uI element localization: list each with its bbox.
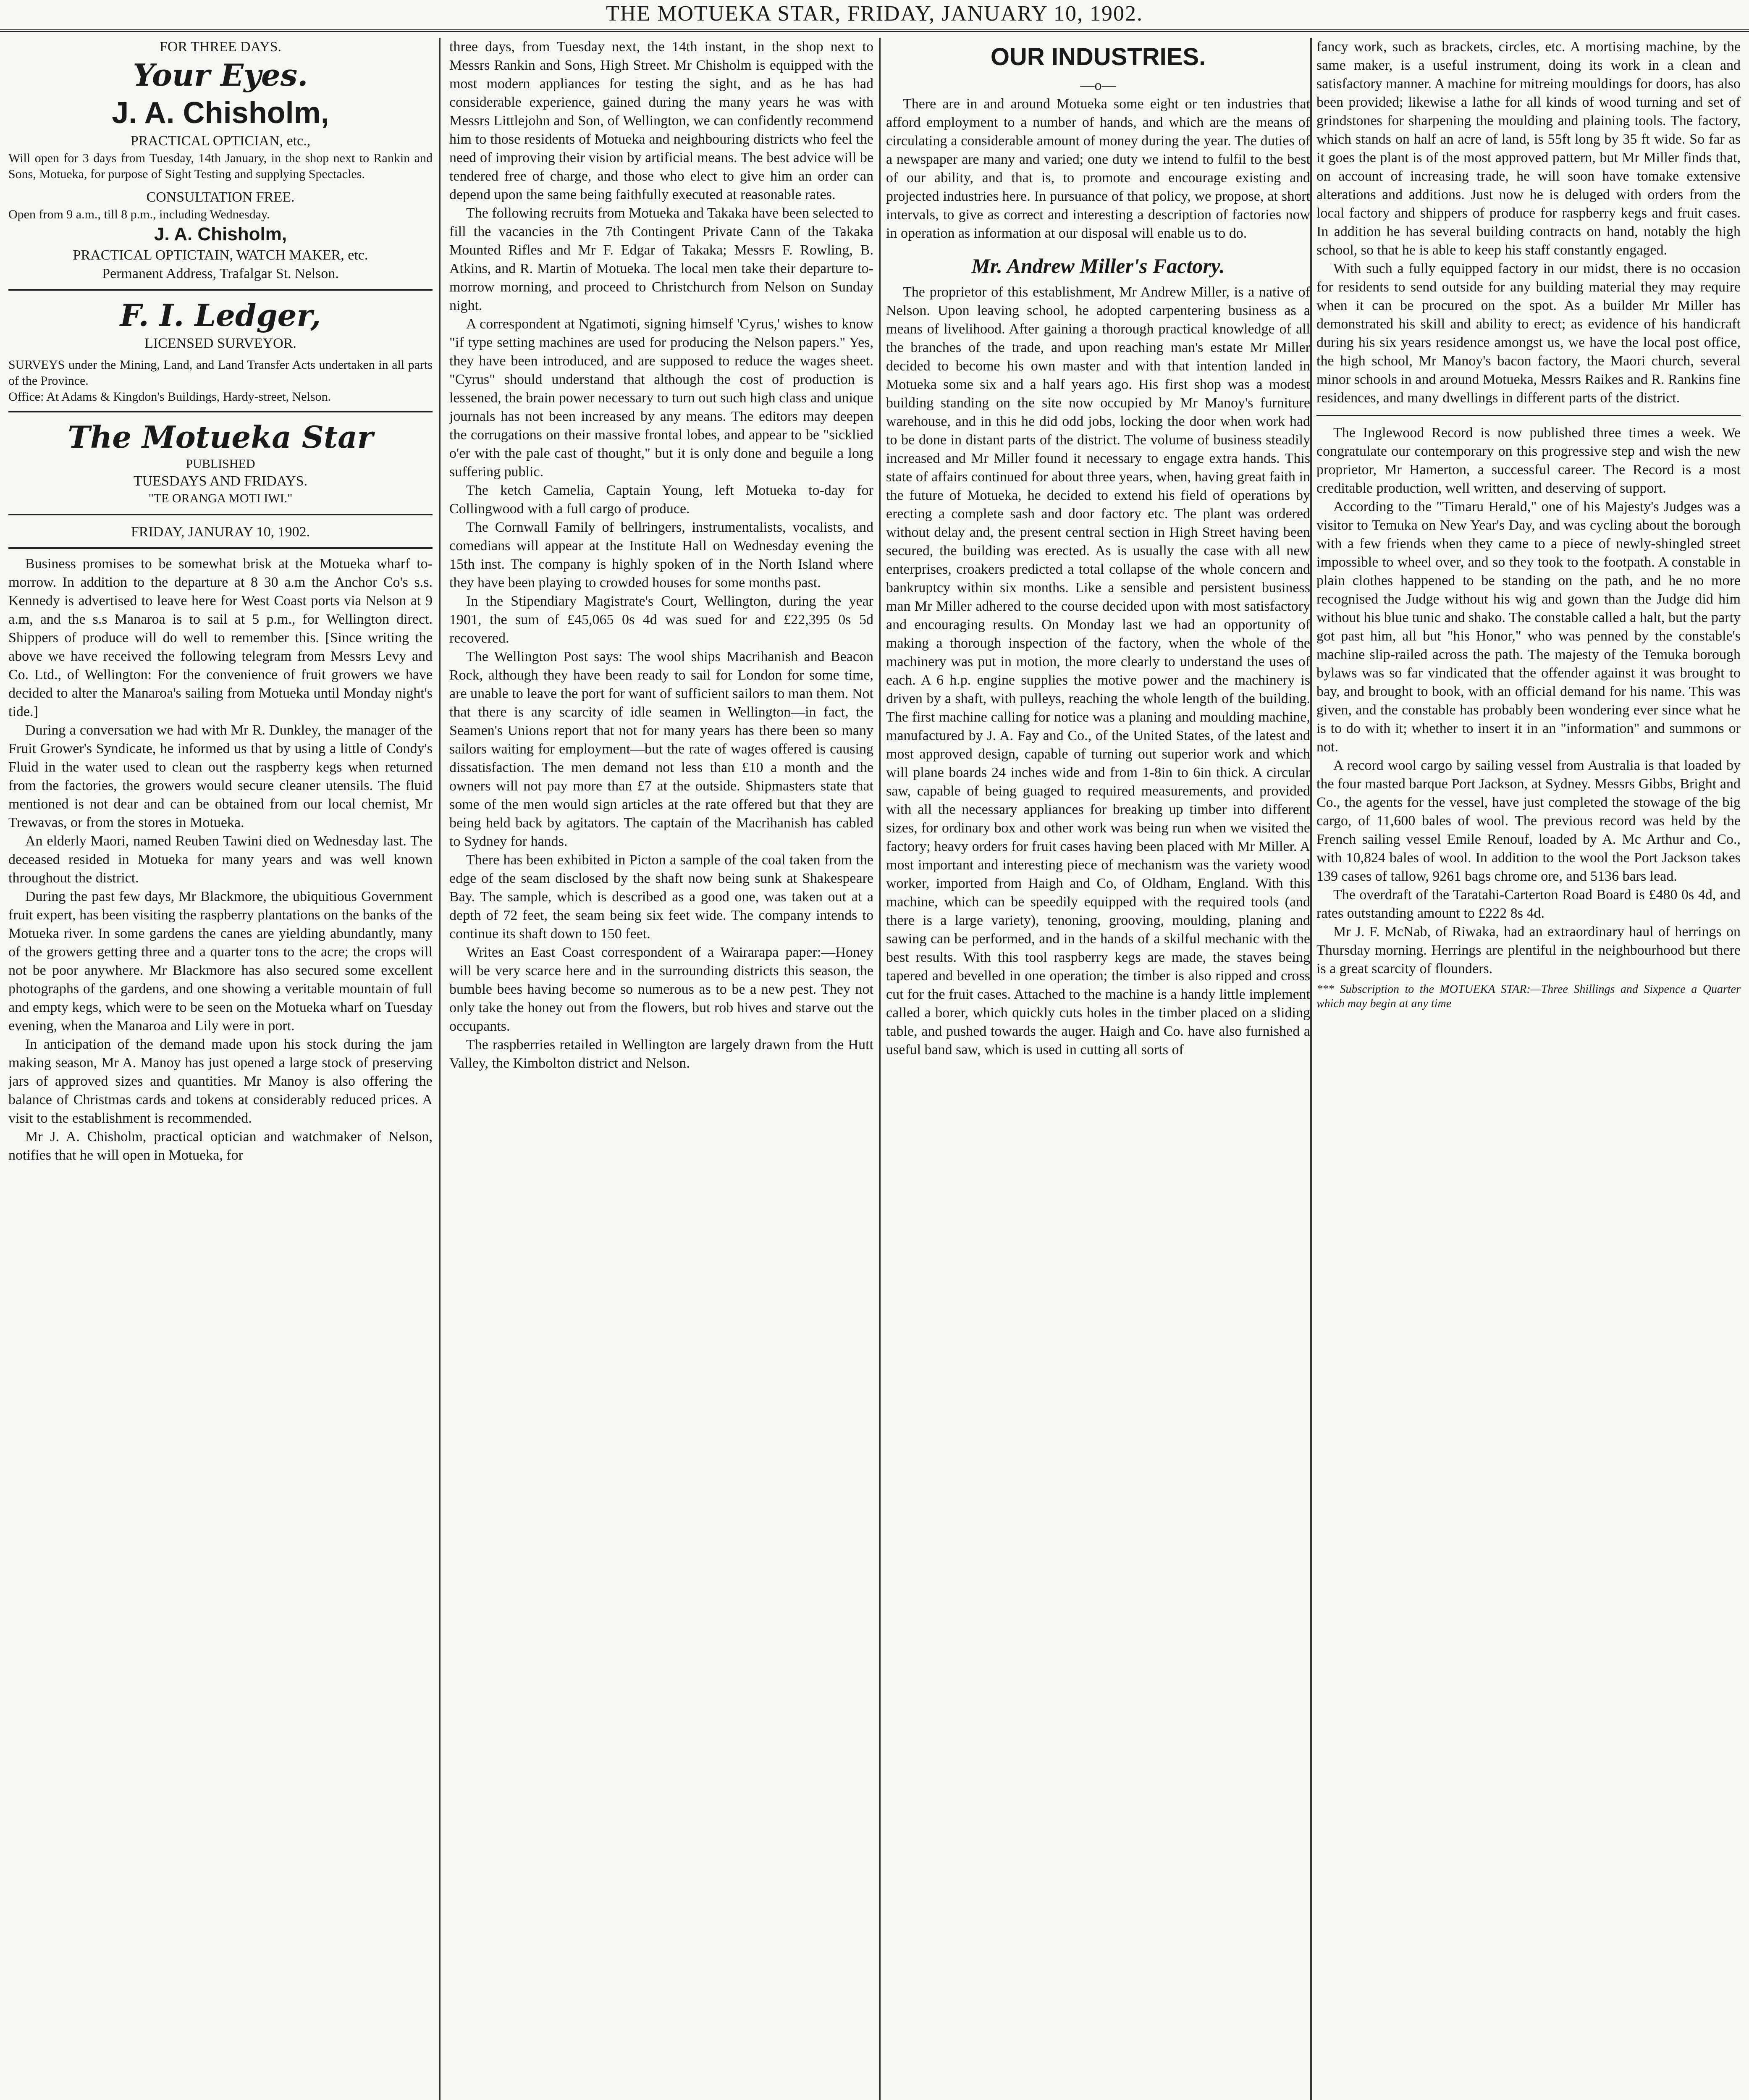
masthead: THE MOTUEKA STAR, FRIDAY, JANUARY 10, 1902.: [0, 0, 1749, 32]
ad-top-line: FOR THREE DAYS.: [159, 39, 281, 55]
column-rule: [879, 38, 881, 2100]
news-paragraph: During a conversation we had with Mr R. Dunkley, the manager of the Fruit Grower's Syndicate, he informed us that by using a little of Condy's Fluid in the water used to clean out the raspberry kegs when returned from the factories, the growers would secure cleaner utensils. The fluid mentioned is not dear and can be obtained from our local chemist, Mr Trewavas, or from the stores in Motueka.: [8, 722, 433, 830]
subscription-note: *** Subscription to the MOTUEKA STAR:—Three Shillings and Sixpence a Quarter which may begin at any time: [1316, 983, 1741, 1010]
ad-signature-name: J. A. Chisholm,: [154, 224, 287, 244]
nameplate-published: PUBLISHED: [186, 457, 255, 471]
news-paragraph: The ketch Camelia, Captain Young, left Motueka to-day for Collingwood with a full cargo of produce.: [449, 483, 873, 517]
ad-office: Office: At Adams & Kingdon's Buildings, Hardy-street, Nelson.: [8, 390, 331, 404]
nameplate: [8, 418, 433, 549]
nameplate-date: FRIDAY, JANURAY 10, 1902.: [131, 524, 310, 540]
news-paragraph: Mr J. F. McNab, of Riwaka, had an extraordinary haul of herrings on Thursday morning. Herrings are plentiful in the neighbourhood but there is a great scarcity of flounders.: [1316, 924, 1741, 976]
ad-body: Will open for 3 days from Tuesday, 14th January, in the shop next to Rankin and Sons, Motueka, for purpose of Sight Testing and supplying Spectacles.: [8, 151, 433, 181]
section-intro: There are in and around Motueka some eight or ten industries that afford employment to a number of hands, and which are the means of circulating a considerable amount of money during the year. The duties of a newspaper are many and varied; one duty we intend to fulfil to the best of our ability, and that is, to promote and encourage existing and projected industries here. In pursuance of that policy, we propose, at short intervals, to give as correct and interesting a description of factories now in operation as information at our disposal will enable us to do.: [886, 96, 1310, 241]
column-4: [1316, 38, 1741, 2100]
ad-title: PRACTICAL OPTICIAN, etc.,: [130, 133, 311, 149]
ad-address: Permanent Address, Trafalgar St. Nelson.: [102, 266, 339, 281]
ad-hours: Open from 9 a.m., till 8 p.m., including Wednesday.: [8, 207, 270, 221]
section-divider: —o—: [1080, 78, 1116, 93]
news-paragraph: The Inglewood Record is now published three times a week. We congratulate our contemporary on this progressive step and wish the new proprietor, Mr Hamerton, a successful career. The Record is a most creditable production, well written, and deserving of support.: [1316, 425, 1741, 496]
column-3: [886, 38, 1310, 2100]
nameplate-motto: "TE ORANGA MOTI IWI.": [148, 491, 293, 505]
news-paragraph: Business promises to be somewhat brisk at the Motueka wharf to-morrow. In addition to the departure at 8 30 a.m the Anchor Co's s.s. Kennedy is advertised to leave here for West Coast ports via Nelson at 9 a.m, and the s.s Manaroa is to sail at 5 p.m., for Wellington direct. Shippers of produce will do well to remember this. [Since writing the above we have received the following telegram from Messrs Levy and Co. Ltd., of Wellington: For the convenience of fruit growers we have decided to alter the Manaroa's sailing from Motueka until Monday night's tide.]: [8, 556, 433, 719]
news-paragraph: three days, from Tuesday next, the 14th instant, in the shop next to Messrs Rankin and Sons, High Street. Mr Chisholm is equipped with the most modern appliances for testing the sight, and as he has had considerable experience, gained during the many years he was with Messrs Littlejohn and Son, of Wellington, we can confidently recommend him to those residents of Motueka and neighbouring districts who feel the need of improving their vision by artificial means. The best advice will be tendered free of charge, and those who elect to give him an order can depend upon the same being faithfully executed at reasonable rates.: [449, 39, 873, 202]
column-2: [449, 38, 873, 2100]
divider: [1316, 415, 1741, 416]
news-paragraph: With such a fully equipped factory in our midst, there is no occasion for residents to send outside for any building material they may require when it can be procured on the spot. As a builder Mr Miller has demonstrated his skill and ability to erect; as evidence of his handicraft during his six years residence amongst us, we have the local post office, the high school, Mr Manoy's bacon factory, the Maori church, several minor schools in and around Motueka, Messrs Raikes and R. Rankins fine residences, and many dwellings in different parts of the district.: [1316, 261, 1741, 406]
ad-name: J. A. Chisholm,: [112, 96, 329, 130]
news-paragraph: fancy work, such as brackets, circles, etc. A mortising machine, by the same maker, is a useful instrument, doing its work in a clean and satisfactory manner. A machine for mitreing mouldings for doors, has also been provided; likewise a lathe for all kinds of wood turning and set of grindstones for sharpening the moulding and plaining tools. The factory, which stands on half an acre of land, is 55ft long by 35 ft wide. So far as it goes the plant is of the most approved pattern, but Mr Miller finds that, on account of increasing trade, he will soon have tomake extensive alterations and additions. Just now he is deluged with orders from the local factory and shippers of produce for raspberry kegs and fruit cases. In addition he has several building contracts on hand, notably the high school, so that he is able to keep his staff constantly engaged.: [1316, 39, 1741, 258]
divider: [8, 514, 433, 515]
news-paragraph: During the past few days, Mr Blackmore, the ubiquitious Government fruit expert, has been visiting the raspberry plantations on the banks of the Motueka river. In some gardens the canes are yielding abundantly, many of the growers getting three and a quarter tons to the acre; the crops will not be poor anywhere. Mr Blackmore has also secured some excellent photographs of the gardens, and one showing a veritable mountain of full and empty kegs, which were to be seen on the Motueka wharf on Tuesday evening, when the Manaroa and Lily were in port.: [8, 889, 433, 1034]
ad-headline: Your Eyes.: [133, 57, 308, 93]
ledger-advertisement: [8, 297, 433, 412]
ad-title: LICENSED SURVEYOR.: [144, 336, 296, 351]
news-paragraph: The overdraft of the Taratahi-Carterton Road Board is £480 0s 4d, and rates outstanding amount to £222 8s 4d.: [1316, 887, 1741, 921]
news-paragraph: A correspondent at Ngatimoti, signing himself 'Cyrus,' wishes to know "if type setting machines are used for producing the Nelson papers." Yes, they have been introduced, and are supposed to reduce the wages sheet. "Cyrus" should understand that although the cost of production is lessened, the brain power necessary to turn out such high class and unique journals has not been increased by any means. The editors may deepen the corrugations on their massive frontal lobes, and appear to be "sicklied o'er with the pale cast of thought," but it is only done and beguile a long suffering public.: [449, 316, 873, 480]
article-paragraph: The proprietor of this establishment, Mr Andrew Miller, is a native of Nelson. Upon leaving school, he adopted carpentering business as a means of livelihood. After gaining a thorough practical knowledge of all the branches of the trade, and upon reaching man's estate Mr Miller decided to become his own master and with that intention landed in Motueka some six and a half years ago. His first shop was a modest building standing on the site now occupied by Mr Manoy's furniture warehouse, and in this he did odd jobs, locking the door when work had to be done in distant parts of the district. The volume of business steadily increased and Mr Miller found it necessary to engage extra hands. This state of affairs continued for about three years, when, having great faith in the future of Motueka, he decided to extend his field of operations by erecting a complete sash and door factory etc. The plant was ordered without delay and, the present central section in High Street having been secured, the building was erected. As is usually the case with all new enterprises, croakers predicted a total collapse of the whole concern and bankruptcy within six months. Like a sensible and persistent business man Mr Miller adhered to the course decided upon with most satisfactory and encouraging results. On Monday last we had an opportunity of making a thorough inspection of the factory, when the whole of the machinery was put in motion, the more clearly to understand the uses of each. A 6 h.p. engine supplies the motive power and the machinery is driven by a shaft, with pulleys, reaching the whole length of the building. The first machine calling for notice was a planing and moulding machine, manufactured by J. A. Fay and Co., of the United States, of the latest and most approved design, capable of turning out superior work and which will plane boards 24 inches wide and from 1-8in to 6in thick. A circular saw, capable of being guaged to required measurements, and provided with all the necessary appliances for breaking up timber into different sizes, for ordinary box and other work was being run when we visited the factory; heavy orders for fruit cases having been placed with Mr Miller. A most important and interesting piece of mechanism was the variety wood worker, imported from Haigh and Co, of Oldham, England. With this machine, which can be speedily equipped with the required tools (and there is a large variety), tenoning, grooving, moulding, planing and sawing can be performed, and in the hands of a skilful mechanic with the best results. With this tool raspberry kegs are made, the staves being tapered and bevelled in one operation; the timber is also ripped and cross cut for the fruit cases. Attached to the machine is a handy little implement called a borer, which quickly cuts holes in the timber placed on a sliding table, and pushed towards the auger. Haigh and Co. have also furnished a useful band saw, which is used in cutting all sorts of: [886, 284, 1310, 1058]
news-paragraph: The following recruits from Motueka and Takaka have been selected to fill the vacancies in the 7th Contingent Private Cann of the Takaka Mounted Rifles and Mr F. Edgar of Takaka; Messrs F. Rowling, B. Atkins, and R. Martin of Motueka. The local men take their departure to-morrow morning, and proceed to Christchurch from Nelson on Sunday night.: [449, 205, 873, 313]
article-subtitle: Mr. Andrew Miller's Factory.: [971, 254, 1225, 278]
nameplate-title: The Motueka Star: [68, 419, 373, 455]
news-paragraph: In the Stipendiary Magistrate's Court, Wellington, during the year 1901, the sum of £45,065 0s 4d was sued for and £22,395 0s 5d recovered.: [449, 593, 873, 646]
ad-name: F. I. Ledger,: [120, 297, 321, 333]
news-paragraph: The Cornwall Family of bellringers, instrumentalists, vocalists, and comedians will appear at the Institute Hall on Wednesday evening the 15th inst. The company is highly spoken of in the North Island where they have been playing to crowded houses for some months past.: [449, 520, 873, 591]
column-rule: [439, 38, 441, 2100]
news-paragraph: An elderly Maori, named Reuben Tawini died on Wednesday last. The deceased resided in Motueka for many years and was well known throughout the district.: [8, 833, 433, 886]
ad-consultation: CONSULTATION FREE.: [146, 189, 295, 205]
news-paragraph: In anticipation of the demand made upon his stock during the jam making season, Mr A. Manoy has just opened a large stock of preserving jars of approved sizes and quantities. Mr Manoy is also offering the balance of Christmas cards and tokens at considerably reduced prices. A visit to the establishment is recommended.: [8, 1037, 433, 1126]
news-paragraph: The raspberries retailed in Wellington are largely drawn from the Hutt Valley, the Kimbolton district and Nelson.: [449, 1037, 873, 1071]
news-paragraph: There has been exhibited in Picton a sample of the coal taken from the edge of the seam disclosed by the shaft now being sunk at Shakespeare Bay. The sample, which is described as a good one, was taken out at a depth of 72 feet, the seam being six feet wide. The company intends to continue its shaft down to 150 feet.: [449, 852, 873, 942]
ad-signature-title: PRACTICAL OPTICTAIN, WATCH MAKER, etc.: [73, 247, 368, 263]
column-1: [8, 38, 433, 2100]
news-paragraph: The Wellington Post says: The wool ships Macrihanish and Beacon Rock, although they have been ready to sail for London for some time, are unable to leave the port for want of sufficient sailors to man them. Not that there is any scarcity of idle seamen in Wellington—in fact, the Seamen's Unions report that not for many years has there been so many sailors waiting for employment—but the rate of wages offered is causing dissatisfaction. The men demand not less than £10 a month and the owners will not pay more than £7 at the outside. Shipmasters state that some of the men would sign articles at the rate offered but that they are being held back by agitators. The captain of the Macrihanish has cabled to Sydney for hands.: [449, 649, 873, 849]
news-paragraph: Writes an East Coast correspondent of a Wairarapa paper:—Honey will be very scarce here and in the surrounding districts this season, the bumble bees having become so numerous as to be a new pest. They not only take the honey out from the flowers, but rob hives and starve out the occupants.: [449, 945, 873, 1034]
chisholm-advertisement: [8, 38, 433, 291]
news-paragraph: According to the "Timaru Herald," one of his Majesty's Judges was a visitor to Temuka on New Year's Day, and was cycling about the borough with a few friends when they came to a piece of newly-shingled street impossible to wheel over, and so they took to the footpath. A constable in plain clothes happened to be standing on the path, and he no more recognised the Judge without his wig and gown than the Judge did him without his blue tunic and shako. The constable called a halt, but the party got past him, all but "his Honor," who was penned by the constable's machine slip-railed across the path. The majesty of the Temuka borough bylaws was so far vindicated that the offender against it was brought to bay, and brought to book, with an official demand for his name. This was given, and the constable has probably been wondering ever since what he is to do with it; whether to insert it in an "information" and summons or not.: [1316, 499, 1741, 755]
ad-body: SURVEYS under the Mining, Land, and Land Transfer Acts undertaken in all parts of the Province.: [8, 358, 433, 388]
nameplate-days: TUESDAYS AND FRIDAYS.: [133, 473, 308, 489]
section-title: OUR INDUSTRIES.: [990, 43, 1206, 71]
column-rule: [1310, 38, 1312, 2100]
news-paragraph: Mr J. A. Chisholm, practical optician and watchmaker of Nelson, notifies that he will open in Motueka, for: [8, 1129, 433, 1163]
news-paragraph: A record wool cargo by sailing vessel from Australia is that loaded by the four masted barque Port Jackson, at Sydney. Messrs Gibbs, Bright and Co., the agents for the vessel, have just completed the stowage of the big cargo, of 11,600 bales of wool. The previous record was held by the French sailing vessel Emile Renouf, loaded by A. Mc Arthur and Co., with 10,824 bales of wool. In addition to the wool the Port Jackson takes 139 cases of tallow, 9261 bags chrome ore, and 5136 bars lead.: [1316, 758, 1741, 884]
